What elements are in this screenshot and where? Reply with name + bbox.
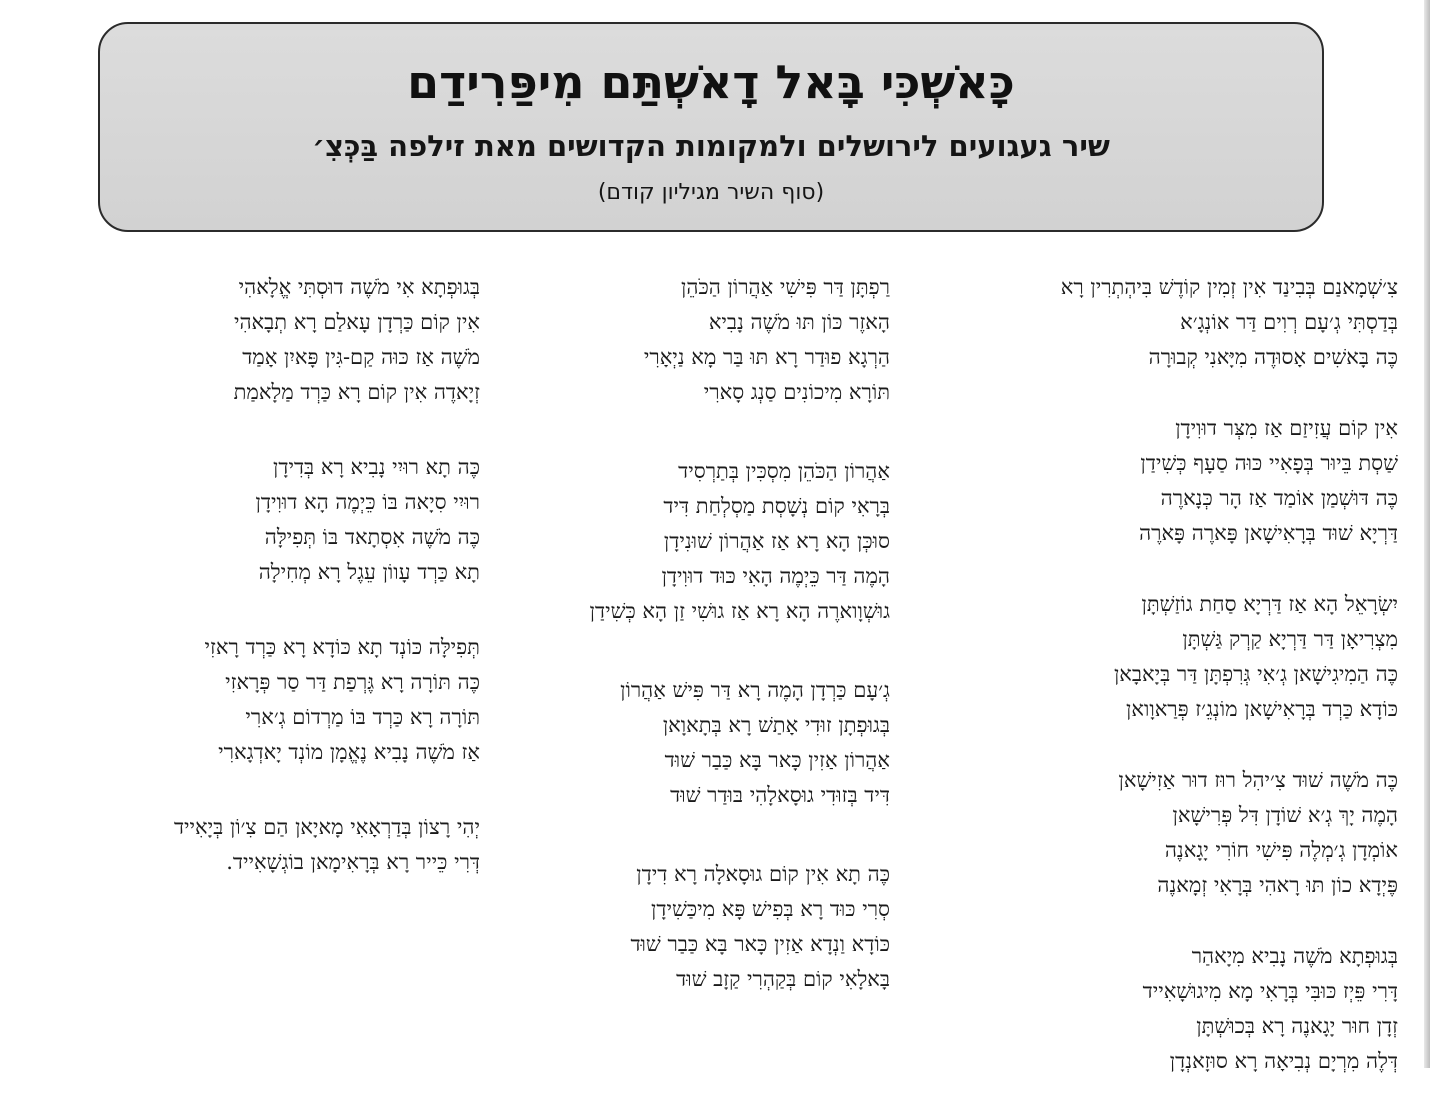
poem-line: תָא כַּרְד עָווֹן עֵגֶל רָא מְחִילָה [258,560,480,584]
poem-line: דַּרְיָא שׁוּד בְּרָאִישָׁאן פָּארֶה פָּארֶה [1139,521,1398,545]
stanza [928,411,1398,551]
poem-line: גוּשְׁוָוארֶה הָא רָא אַז גוּשִׁי זַן הָא כְּשִׁידַן [589,599,890,623]
poem-line: יְהִי רָצוֹן בְּדַרְאָאִי מָאיָאן הַם צִ׳וֹן בְּיָאִייד [173,815,480,839]
poem-line: בְּגוּפְתָא מֹשֶׁה נָבִיא מִיָאהַר [1191,944,1398,968]
poem-column-left [80,270,480,920]
poem-line: כֶּה דּוּשְׁמַן אוֹמַד אַז הָר כְּנָארֶה [1160,486,1398,510]
poem-line: כֶּה תּוֹרָה רָא גֶּרְפַת דַּר סַר פְּרָאזִי [225,670,480,694]
poem-line: אַהֲרוֹן הַכֹּהֵן מִסְכִּין בְּתַרְסִיד [678,459,890,483]
poem-line: כּוֹדָא כַּרְד בְּרָאִישָׁאן מוֹנְגֵ׳ז פְּרַאוָואן [1126,697,1398,721]
poem-line: כּוֹדָא וַנְדָא אַזִין כָּאר בָּא כַּבַר שׁוּד [630,932,890,956]
poem-line: זְדָן חוּר יָגָאנֶה רָא בְּכוּשְׁתָּן [1196,1014,1398,1038]
poem-line: אַז מֹשֶׁה נָבִיא נֶאֱמָן מוֹנְד יָאדְגָארִי [218,740,480,764]
poem-line: צִ׳שְׁמָאנַם בְּבִינַד אִין זְמִין קוֹדֶשׁ בִּיהְתְרִין רָא [1060,275,1398,299]
poem-line: כֶּה מֹשֶׁה אִסְתָאד בּוֹ תְּפִילָּה [264,525,480,549]
poem-line: רַפְתָּן דַּר פִּישִׁי אַהֲרוֹן הַכֹּהֵן [681,275,890,299]
stanza [500,270,890,410]
poem-line: הָמֶה דַּר כֵּיְמֶה הָאִי כּוּד דוּוִידָן [661,564,890,588]
poem-line: הַרְגָא פוּדַר רָא תּוּ בַּר מָא נַיְאָרִי [643,345,890,369]
poem-line: רוּיִי סִיָאה בּוֹ כֵּיְמֶה הָא דוּוִידָן [255,490,480,514]
stanza [80,810,480,880]
poem-line: מִצְרִיאָן דַּר דַּרְיָא קַרְק גַּשְׁתָּן [1182,627,1398,651]
poem-line: הָמֶה יָךְ גְ׳א שׁוֹדָן דִּל פְּרִישָׁאן [1172,803,1398,827]
poem-line: שַׁסְת בֵּיוּר בְּפָאִיי כּוּה סַעָף כְּשִׁידַן [1140,451,1398,475]
poem-line: דִּיד בְּזוּדִי גוּסָאלָהִי בּוּדַר שׁוּד [670,783,890,807]
poem-line: אִין קוֹם עֲזִיזַם אַז מִצְּר דוּוִידָן [1175,416,1398,440]
poem-line: הָאזֶר כּוֹן תּוּ מֹשֶׁה נָבִיא [708,310,890,334]
poem-line: אוֹמְדָן גְ׳מְלֶה פִּישִׁי חוֹרִי יָגָאנֶה [1164,838,1398,862]
page-subtitle: שיר געגועים לירושלים ולמקומות הקדושים מאת זילפה בַּכְּצִ׳ [312,129,1110,163]
stanza [80,450,480,590]
poem-line: גְ׳עָם כַּרְדָן הָמֶה רָא דַּר פִּישׁ אַהֲרוֹן [620,678,890,702]
stanza [80,270,480,410]
poem-line: אַהֲרוֹן אַזִין כָּאר בָּא כַּבַר שׁוּד [664,748,890,772]
stanza [928,939,1398,1079]
page-title: כָּאשְׁכִּי בָּאל דָאשְׁתַּם מִיפַּרִידַם [407,55,1015,109]
poem-line: כֶּה תָא רוּיִי נָבִיא רָא בְּדִידָן [273,455,480,479]
stanza [928,587,1398,727]
poem-line: כֶּה תָא אִין קוֹם גוּסָאלָה רָא דִידָן [636,862,890,886]
stanza [500,857,890,997]
stanza [500,673,890,813]
poem-line: דְּרִי כֵּייר רָא בְּרָאִימָאן בוֹגְשָׁאִייד. [226,850,480,874]
poem-column-middle [500,270,890,1041]
header-box [98,22,1324,232]
poem-line: בְּרָאִי קוֹם נְשָׁסְת מַסְלְחַת דִּיד [663,494,890,518]
stanza [500,454,890,629]
poem-line: אִין קוֹם כַּרְדָן עָאלַם רָא תְבָאהִי [233,310,480,334]
poem-line: כֶּה מֹשֶׁה שׁוּד צִ׳יהִל רוּז דוּר אַזִישָׁאן [1118,768,1398,792]
poem-line: בְּגוּפְתָא אִי מֹשֶׁה דוּסְתִּי אֱלָאהִי [238,275,480,299]
stanza [928,763,1398,903]
poem-line: תּוֹרָא מִיכוֹנִים סַנְג סָארִי [703,380,890,404]
poem-column-right [928,270,1398,1115]
stanza [928,270,1398,375]
poem-line: סוּכְּן הָא רָא אַז אַהֲרוֹן שׁוּנִידָן [663,529,890,553]
poem-line: כֶּה הַמִיגִישָׁאן גְ׳אִי גְּרִפְתָּן דַּר בְּיָאבָאן [1113,662,1398,686]
poem-line: יִשְׂרָאֵל הָא אַז דַּרְיָא סַחַת גוֹזַשְׁתָּן [1141,592,1398,616]
poem-line: דָּרִי פֵּיְז כּוּבִּי בְּרָאִי מָא מִיגוּשָׁאִייד [1142,979,1398,1003]
poem-line: כֶּה בָּאשִׁים אָסוּדֶה מִיָּאנִי קְבוּרָה [1148,345,1398,369]
poem-line: זְיָאדֶה אִין קוֹם רָא כַּרְד מַלָאמַת [233,380,480,404]
poem-line: דְּלֶה מִרְיָם נְבִיאָה רָא סוּזָאנְדָן [1169,1049,1398,1073]
poem-line: בָּאלָאִי קוֹם בְּקַהְרִי קַזָב שׁוּד [676,967,890,991]
stanza [80,630,480,770]
poem-line: תְּפִילָּה כּוֹנְד תָא כּוֹדָא רָא כַּרְד רָאזִי [204,635,480,659]
page-edge [1424,0,1430,1068]
continuation-note: (סוף השיר מגיליון קודם) [597,180,825,205]
poem-line: בְּגוּפְתָן זוּדִי אָתַשׁ רָא בְּתָאוָאן [662,713,890,737]
poem-line: בְּדַסְתִּי גְ׳עָם רְוִים דַּר אוֹנְגָ׳א [1180,310,1398,334]
poem-line: מֹשֶׁה אַז כּוּה קַם-גִּין פָּאיִן אָמַד [242,345,480,369]
poem-line: תּוֹרָה רָא כַּרְד בּוֹ מַרְדוֹם גְ׳ארִי [245,705,480,729]
poem-line: סְרִי כּוּד רָא בְּפִישׁ פָּא מִיכַּשִׁידָן [651,897,890,921]
poem-line: פֶּיְדָא כוֹן תּוּ רָאהִי בְּרָאִי זְמָאנֶה [1157,873,1398,897]
